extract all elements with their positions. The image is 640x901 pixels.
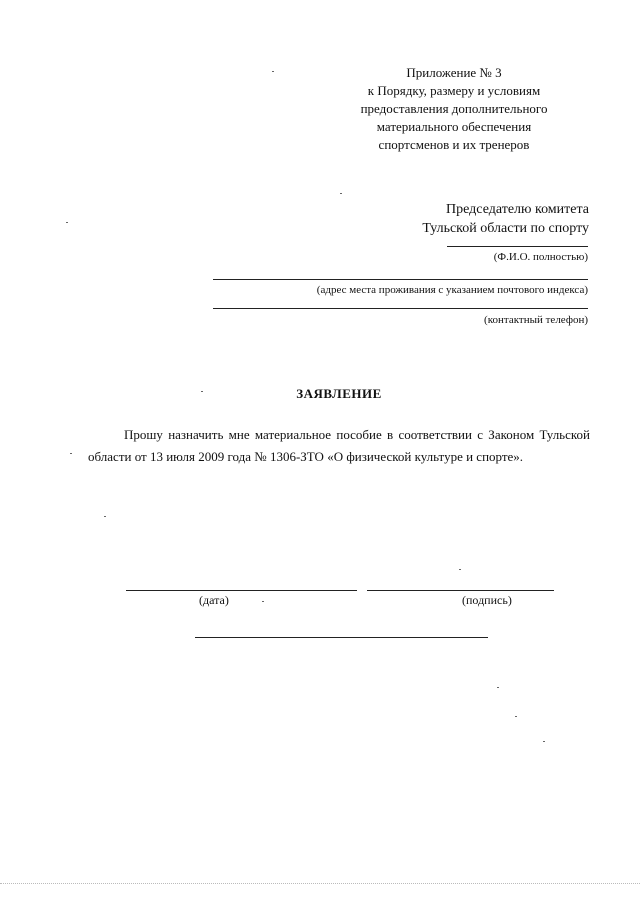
fio-blank-line xyxy=(447,246,588,247)
document-title: ЗАЯВЛЕНИЕ xyxy=(296,386,382,401)
appendix-line-1: Приложение № 3 xyxy=(406,65,502,80)
addressee-block xyxy=(422,200,589,238)
signature-blank-line xyxy=(367,590,554,591)
fio-caption: (Ф.И.О. полностью) xyxy=(493,251,588,263)
appendix-header xyxy=(318,64,590,154)
scan-speck xyxy=(340,193,342,194)
scan-speck xyxy=(104,516,106,517)
scan-speck xyxy=(272,71,274,72)
scan-speck xyxy=(66,222,68,223)
scan-speck xyxy=(543,741,545,742)
addressee-line-2: Тульской области по спорту xyxy=(422,221,589,236)
scan-speck xyxy=(70,453,72,454)
statement-body: Прошу назначить мне материальное пособие в соответствии с Законом Тульской области от 13 июля 2009 года № 1306-ЗТО «О физической культуре и спорте». xyxy=(88,427,590,464)
phone-caption: (контактный телефон) xyxy=(484,314,588,326)
date-caption: (дата) xyxy=(199,593,229,607)
phone-blank-line xyxy=(213,308,588,309)
scan-speck xyxy=(459,569,461,570)
appendix-line-5: спортсменов и их тренеров xyxy=(378,137,530,152)
scan-speck xyxy=(201,391,203,392)
date-blank-line xyxy=(126,590,357,591)
signature-caption: (подпись) xyxy=(462,593,512,607)
appendix-line-3: предоставления дополнительного xyxy=(360,101,548,116)
addressee-line-1: Председателю комитета xyxy=(446,202,589,217)
scan-speck xyxy=(262,601,264,602)
scan-speck xyxy=(515,716,517,717)
address-caption: (адрес места проживания с указанием почтового индекса) xyxy=(316,284,588,296)
scan-speck xyxy=(497,687,499,688)
scan-bottom-edge xyxy=(0,883,640,884)
appendix-line-2: к Порядку, размеру и условиям xyxy=(367,83,541,98)
address-blank-line xyxy=(213,279,588,280)
bottom-blank-line xyxy=(195,637,488,638)
appendix-line-4: материального обеспечения xyxy=(376,119,532,134)
